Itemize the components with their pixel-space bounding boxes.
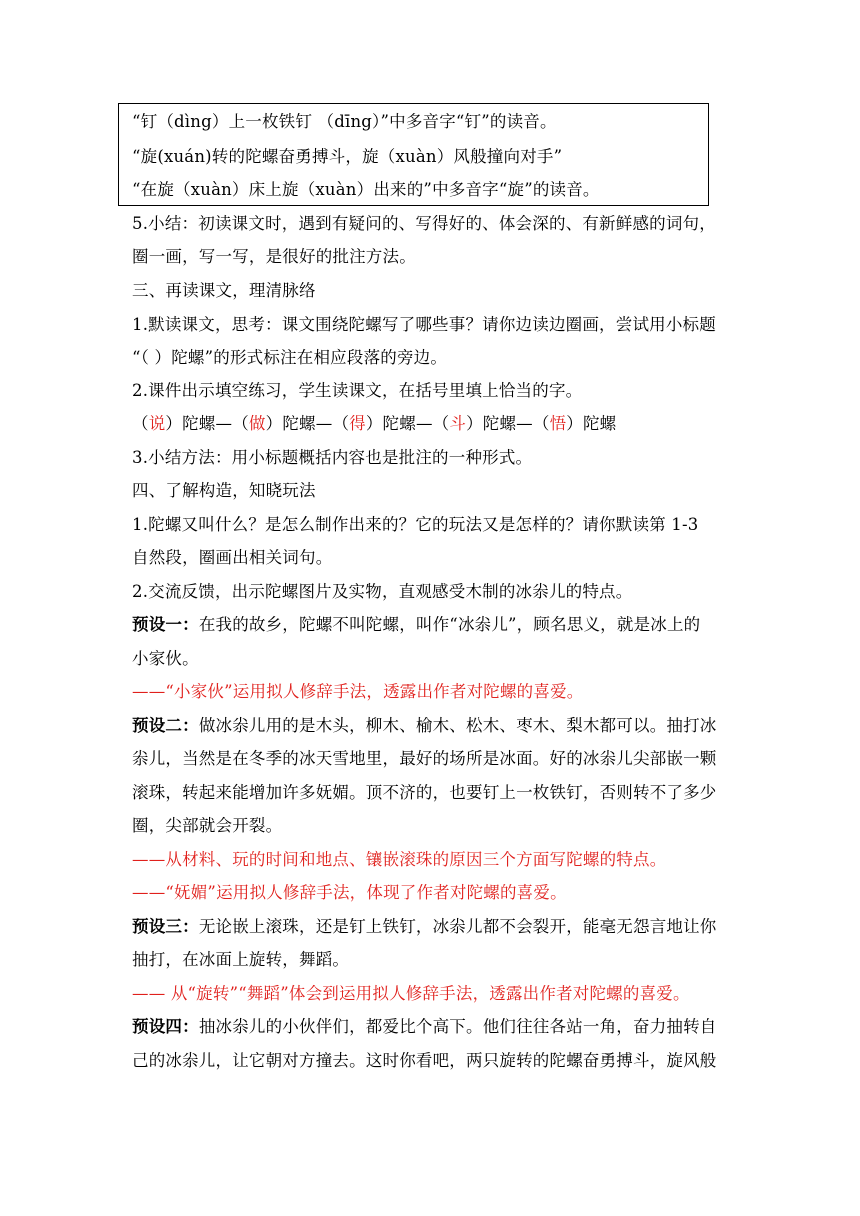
question-2: 2.交流反馈，出示陀螺图片及实物，直观感受木制的冰尜儿的特点。 <box>132 582 633 601</box>
section-heading-3: 三、再读课文，理清脉络 <box>132 281 316 300</box>
summary-5-line-2: 圈一画，写一写，是很好的批注方法。 <box>132 247 416 266</box>
box-line-2: “旋(xuán)转的陀螺奋勇搏斗，旋（xuàn）风般撞向对手” <box>132 147 563 166</box>
box-line-1: “钉（dìng）上一枚铁钉 （dīng）”中多音字“钉”的读音。 <box>132 112 557 131</box>
answer-3: 得 <box>349 414 366 433</box>
preset-3-label: 预设三： <box>132 917 199 936</box>
preset-2-label: 预设二： <box>132 716 199 735</box>
preset-1-label: 预设一： <box>132 615 199 634</box>
section-heading-4: 四、了解构造，知晓玩法 <box>132 481 316 500</box>
preset-2-note-2: ——“妩媚”运用拟人修辞手法，体现了作者对陀螺的喜爱。 <box>132 883 567 902</box>
answer-5: 悟 <box>549 414 567 433</box>
preset-4-line-1: 预设四：抽冰尜儿的小伙伴们，都爱比个高下。他们往往各站一角，奋力抽转自 <box>132 1017 717 1036</box>
question-1-line-2: 自然段，圈画出相关词句。 <box>132 548 333 567</box>
preset-1-line-1: 预设一：在我的故乡，陀螺不叫陀螺，叫作“冰尜儿”，顾名思义，就是冰上的 <box>132 615 701 634</box>
task-1-line-2: “（ ）陀螺”的形式标注在相应段落的旁边。 <box>132 348 448 367</box>
preset-1-line-2: 小家伙。 <box>132 649 199 668</box>
task-2: 2.课件出示填空练习，学生读课文，在括号里填上恰当的字。 <box>132 381 583 400</box>
task-1-line-1: 1.默读课文，思考：课文围绕陀螺写了哪些事？请你边读边圈画，尝试用小标题 <box>132 315 716 334</box>
preset-3-note: —— 从“旋转”“舞蹈”体会到运用拟人修辞手法，透露出作者对陀螺的喜爱。 <box>132 984 690 1003</box>
answer-2: 做 <box>248 414 266 433</box>
box-line-3: “在旋（xuàn）床上旋（xuàn）出来的”中多音字“旋”的读音。 <box>132 180 600 199</box>
preset-3-line-2: 抽打，在冰面上旋转，舞蹈。 <box>132 950 350 969</box>
fill-in-answers: （说）陀螺—（做）陀螺—（得）陀螺—（斗）陀螺—（悟）陀螺 <box>132 414 617 433</box>
answer-1: 说 <box>148 414 166 433</box>
preset-4-line-2: 己的冰尜儿，让它朝对方撞去。这时你看吧，两只旋转的陀螺奋勇搏斗，旋风般 <box>132 1051 717 1070</box>
preset-2-line-1: 预设二：做冰尜儿用的是木头，柳木、榆木、松木、枣木、梨木都可以。抽打冰 <box>132 716 717 735</box>
preset-1-note: ——“小家伙”运用拟人修辞手法，透露出作者对陀螺的喜爱。 <box>132 682 584 701</box>
question-1-line-1: 1.陀螺又叫什么？是怎么制作出来的？它的玩法又是怎样的？请你默读第 1-3 <box>132 515 699 534</box>
preset-2-note-1: ——从材料、玩的时间和地点、镶嵌滚珠的原因三个方面写陀螺的特点。 <box>132 850 667 869</box>
preset-3-line-1: 预设三：无论嵌上滚珠，还是钉上铁钉，冰尜儿都不会裂开，能毫无怨言地让你 <box>132 917 717 936</box>
preset-2-line-4: 圈，尖部就会开裂。 <box>132 816 283 835</box>
preset-2-line-3: 滚珠，转起来能增加许多妩媚。顶不济的，也要钉上一枚铁钉，否则转不了多少 <box>132 783 717 802</box>
preset-4-label: 预设四： <box>132 1017 199 1036</box>
answer-4: 斗 <box>449 414 467 433</box>
task-3: 3.小结方法：用小标题概括内容也是批注的一种形式。 <box>132 448 533 467</box>
preset-2-line-2: 尜儿，当然是在冬季的冰天雪地里，最好的场所是冰面。好的冰尜儿尖部嵌一颗 <box>132 749 717 768</box>
summary-5-line-1: 5.小结：初读课文时，遇到有疑问的、写得好的、体会深的、有新鲜感的词句， <box>132 214 716 233</box>
